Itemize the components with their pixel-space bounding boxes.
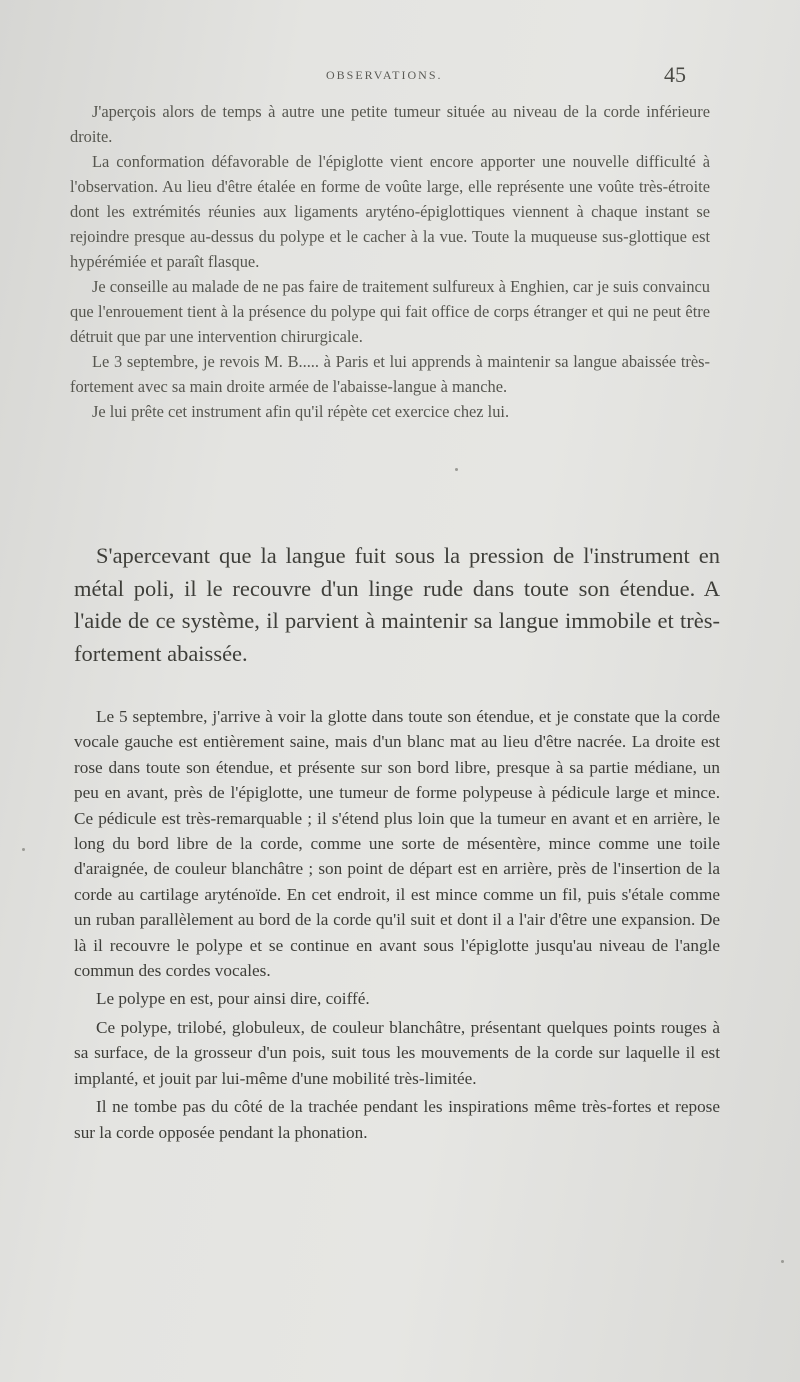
running-head: OBSERVATIONS. [326,68,443,82]
paragraph: Ce polype, trilobé, globuleux, de couleur blanchâtre, présentant quelques points rouges à sa surface, de la grosseur d'un pois, suit tous les mouvements de la corde sur laquelle il est implanté, et jouit par lui-même d'une mobilité très-limitée. [74,1017,720,1088]
paragraph: Le 3 septembre, je revois M. B..... à Paris et lui apprends à maintenir sa langue abaissée très-fortement avec sa main droite armée de l'abaisse-langue à manche. [70,352,710,396]
paragraph: Le polype en est, pour ainsi dire, coiffé. [96,989,370,1009]
paragraph: Le 5 septembre, j'arrive à voir la glotte dans toute son étendue, et je constate que la corde vocale gauche est entièrement saine, mais d'un blanc mat au lieu d'être nacrée. La droite est rose dans toute son étendue, et présente sur son bord libre, presque à sa partie médiane, un peu en avant, près de l'épiglotte, une tumeur de forme polypeuse à pédicule large et mince. Ce pédicule est très-remarquable ; il s'étend plus loin que la tumeur en avant et en arrière, le long du bord libre de la corde, comme une sorte de mésentère, mince comme une toile d'araignée, de couleur blanchâtre ; son point de départ est en arrière, près de l'insertion de la corde au cartilage aryténoïde. En cet endroit, il est mince comme un fil, puis s'étale comme un ruban parallèlement au bord de la corde qu'il suit et dont il a l'air d'être une expansion. De là il recouvre le polype et se continue en avant sous l'épiglotte jusqu'au niveau de l'angle commun des cordes vocales. [74,707,720,981]
text-block-medium-print [74,704,720,1145]
paper-speck [781,1260,784,1263]
page-header [60,62,700,96]
paper-speck [22,848,25,851]
paper-speck [455,468,458,471]
paragraph: Je lui prête cet instrument afin qu'il répète cet exercice chez lui. [92,402,510,421]
paragraph: Il ne tombe pas du côté de la trachée pendant les inspirations même très-fortes et repose sur la corde opposée pendant la phonation. [74,1097,720,1142]
text-block-large-print [74,540,720,670]
text-block-small-print [70,99,710,424]
paragraph: La conformation défavorable de l'épiglotte vient encore apporter une nouvelle difficulté à l'observation. Au lieu d'être étalée en forme de voûte large, elle représente une voûte très-étroite dont les extrémités réunies aux ligaments aryténo-épiglottiques viennent à chaque instant se rejoindre presque au-dessus du polype et le cacher à la vue. Toute la muqueuse sus-glottique est hypérémiée et paraît flasque. [70,152,710,271]
page-number: 45 [664,62,686,87]
paragraph: S'apercevant que la langue fuit sous la pression de l'instrument en métal poli, il le recouvre d'un linge rude dans toute son étendue. A l'aide de ce système, il parvient à maintenir sa langue immobile et très-fortement abaissée. [74,543,720,666]
paragraph: Je conseille au malade de ne pas faire de traitement sulfureux à Enghien, car je suis convaincu que l'enrouement tient à la présence du polype qui fait office de corps étranger et qui ne peut être détruit que par une intervention chirurgicale. [70,277,710,346]
paragraph: J'aperçois alors de temps à autre une petite tumeur située au niveau de la corde inférieure droite. [70,102,710,146]
